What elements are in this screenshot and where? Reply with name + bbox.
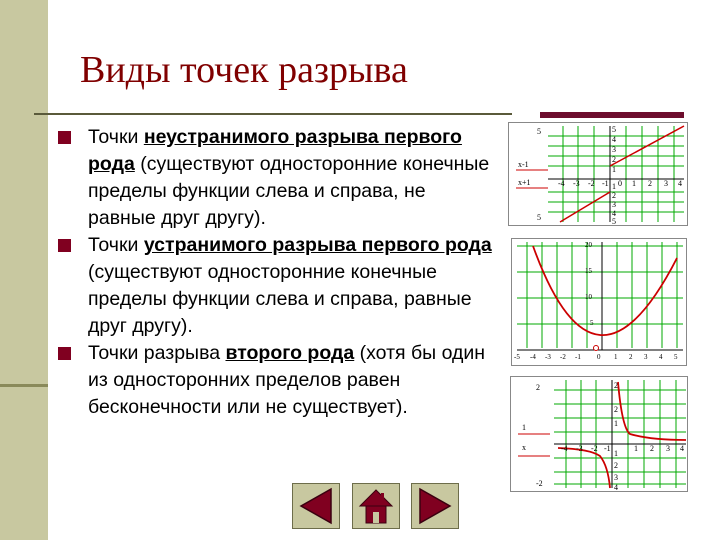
x-tick-label: -2 (588, 179, 595, 188)
title-underline (34, 113, 512, 115)
x-tick-label: -3 (576, 444, 583, 453)
left-label: -2 (536, 479, 543, 488)
next-slide-button[interactable] (411, 483, 459, 529)
x-tick-label: -3 (545, 353, 551, 361)
left-label: 2 (536, 383, 540, 392)
x-tick-label: 3 (644, 353, 648, 361)
x-tick-label: -2 (591, 444, 598, 453)
y-tick-label: 5 (612, 217, 616, 226)
y-tick-label: 1 (612, 182, 616, 191)
y-tick-label: 1 (614, 449, 618, 458)
y-tick-label: 2 (612, 191, 616, 200)
bullet-item-second-kind-discontinuity: Точки разрыва второго рода (хотя бы один из односторонних пределов равен бесконечности или не существует). (56, 340, 496, 421)
left-label: x+1 (518, 178, 531, 187)
left-label: 5 (537, 213, 541, 222)
x-tick-label: 1 (614, 353, 618, 361)
x-tick-label: -1 (575, 353, 581, 361)
bullet-list (56, 124, 496, 421)
left-label: 5 (537, 127, 541, 136)
y-tick-label: 15 (585, 267, 592, 275)
x-tick-label: -2 (560, 353, 566, 361)
x-tick-label: -4 (530, 353, 536, 361)
x-tick-label: -3 (573, 179, 580, 188)
house-icon (353, 484, 399, 528)
x-tick-label: -5 (514, 353, 520, 361)
removable-point-marker (594, 346, 599, 351)
x-tick-label: 2 (629, 353, 633, 361)
bullet-item-jump-discontinuity: Точки неустранимого разрыва первого рода (существуют односторонние конечные пределы функции слева и справа, не равные друг другу). (56, 124, 496, 232)
y-tick-label: 5 (612, 125, 616, 134)
x-tick-label: -1 (602, 179, 609, 188)
left-label: x (522, 443, 526, 452)
graph-second-kind-discontinuity (510, 376, 688, 492)
y-tick-label: 3 (612, 145, 616, 154)
y-tick-label: 3 (612, 200, 616, 209)
x-tick-label: 3 (666, 444, 670, 453)
bullet-square-icon (58, 239, 71, 252)
x-tick-label: 4 (680, 444, 684, 453)
slide-title: Виды точек разрыва (80, 49, 408, 91)
title-underline-accent (540, 112, 684, 118)
y-tick-label: 2 (612, 155, 616, 164)
left-label: x-1 (518, 160, 529, 169)
y-tick-label: 4 (612, 135, 616, 144)
x-tick-label: 2 (648, 179, 652, 188)
bullet-item-removable-discontinuity: Точки устранимого разрыва первого рода (существуют односторонние конечные пределы функции слева и справа, равные друг другу). (56, 232, 496, 340)
left-label: 1 (522, 423, 526, 432)
x-tick-label: 4 (678, 179, 682, 188)
x-tick-label: 1 (632, 179, 636, 188)
y-tick-label: 1 (614, 419, 618, 428)
x-tick-label: 1 (634, 444, 638, 453)
home-button[interactable] (352, 483, 400, 529)
bullet-square-icon (58, 131, 71, 144)
y-tick-label: 2 (614, 461, 618, 470)
y-tick-label: 1 (612, 165, 616, 174)
x-tick-label: -4 (561, 444, 568, 453)
x-tick-label: -4 (558, 179, 565, 188)
y-tick-label: 2 (614, 381, 618, 390)
x-tick-label: 2 (650, 444, 654, 453)
x-tick-label: 4 (659, 353, 663, 361)
y-tick-label: 3 (614, 473, 618, 482)
triangle-right-icon (412, 484, 458, 528)
x-tick-label: 0 (618, 179, 622, 188)
left-bar-divider (0, 384, 48, 387)
bullet-square-icon (58, 347, 71, 360)
x-tick-label: 3 (664, 179, 668, 188)
y-tick-label: 2 (614, 405, 618, 414)
prev-slide-button[interactable] (292, 483, 340, 529)
y-tick-label: 4 (612, 209, 616, 218)
x-tick-label: 0 (597, 353, 601, 361)
x-tick-label: -1 (604, 444, 611, 453)
x-tick-label: 5 (674, 353, 678, 361)
graph-jump-discontinuity (508, 122, 688, 226)
y-tick-label: 20 (585, 241, 592, 249)
triangle-left-icon (293, 484, 339, 528)
left-decorative-bar (0, 0, 48, 540)
y-tick-label: 5 (590, 319, 594, 327)
y-tick-label: 4 (614, 483, 618, 492)
graph-removable-discontinuity (511, 238, 687, 366)
y-tick-label: 10 (585, 293, 592, 301)
